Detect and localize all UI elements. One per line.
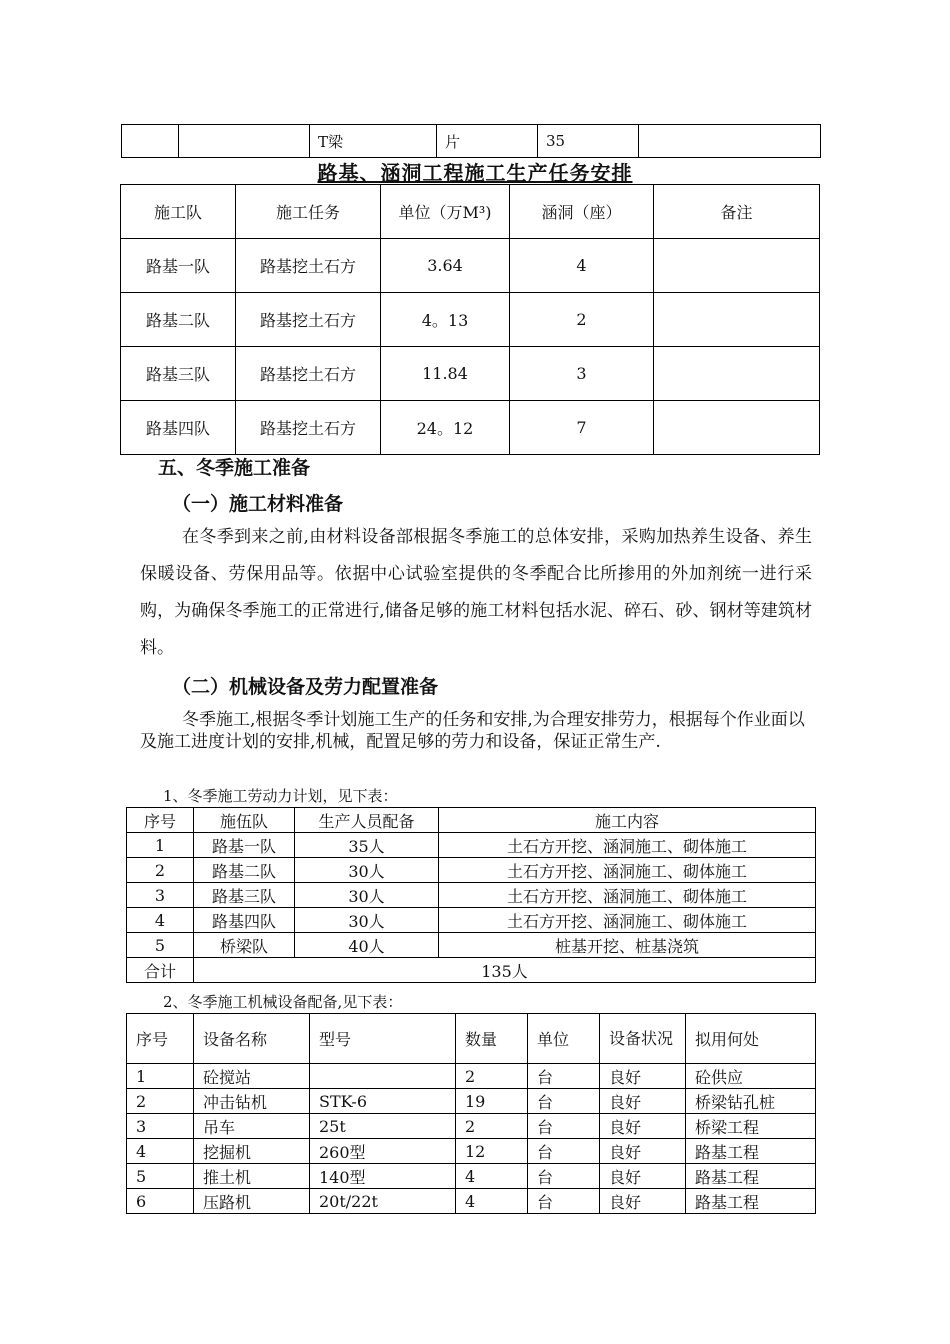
table-cell: 20t/22t bbox=[310, 1189, 456, 1214]
table-cell: 140型 bbox=[310, 1164, 456, 1189]
table-header-cell: 拟用何处 bbox=[686, 1014, 816, 1064]
table-cell: 土石方开挖、涵洞施工、砌体施工 bbox=[439, 858, 816, 883]
table-row bbox=[122, 125, 821, 158]
table-row bbox=[127, 1064, 816, 1089]
table-header-cell: 施工任务 bbox=[236, 185, 381, 239]
table-cell: STK-6 bbox=[310, 1089, 456, 1114]
table-cell: 24。12 bbox=[381, 401, 510, 455]
table-cell: 桩基开挖、桩基浇筑 bbox=[439, 933, 816, 958]
table-cell: 路基二队 bbox=[194, 858, 295, 883]
table-cell: 推土机 bbox=[194, 1164, 310, 1189]
table-cell: 路基一队 bbox=[194, 833, 295, 858]
table-cell: 路基三队 bbox=[121, 347, 236, 401]
table-cell: 台 bbox=[528, 1139, 600, 1164]
table-cell: 6 bbox=[127, 1189, 194, 1214]
table-header-cell: 涵洞（座） bbox=[510, 185, 654, 239]
table-cell: 砼搅站 bbox=[194, 1064, 310, 1089]
table-cell: 1 bbox=[127, 833, 194, 858]
table-cell: 4 bbox=[127, 1139, 194, 1164]
section5-heading: 五、冬季施工准备 bbox=[158, 457, 311, 479]
table-row bbox=[121, 401, 820, 455]
table-cell: 土石方开挖、涵洞施工、砌体施工 bbox=[439, 833, 816, 858]
table-header-cell: 施工队 bbox=[121, 185, 236, 239]
table-cell bbox=[654, 293, 820, 347]
table-cell: 7 bbox=[510, 401, 654, 455]
table-header-cell: 备注 bbox=[654, 185, 820, 239]
table-cell: 土石方开挖、涵洞施工、砌体施工 bbox=[439, 908, 816, 933]
table-cell bbox=[179, 125, 310, 158]
table-header-cell: 序号 bbox=[127, 1014, 194, 1064]
machinery-paragraph: 冬季施工,根据冬季计划施工生产的任务和安排,为合理安排劳力，根据每个作业面以及施工进度计划的安排,机械，配置足够的劳力和设备，保证正常生产. bbox=[140, 710, 805, 752]
table-header-row bbox=[121, 185, 820, 239]
table-cell: 路基四队 bbox=[194, 908, 295, 933]
table-row bbox=[127, 833, 816, 858]
table-header-cell: 序号 bbox=[127, 808, 194, 833]
table-cell bbox=[122, 125, 179, 158]
table-cell: 砼供应 bbox=[686, 1064, 816, 1089]
table-cell: 4。13 bbox=[381, 293, 510, 347]
table-cell: 桥梁队 bbox=[194, 933, 295, 958]
table-cell: 挖掘机 bbox=[194, 1139, 310, 1164]
table-row bbox=[127, 1089, 816, 1114]
table-row bbox=[121, 347, 820, 401]
table-header-cell: 型号 bbox=[310, 1014, 456, 1064]
table-header-row bbox=[127, 1014, 816, 1064]
table-cell: 3.64 bbox=[381, 239, 510, 293]
table-row bbox=[127, 1189, 816, 1214]
table-cell: 路基二队 bbox=[121, 293, 236, 347]
table-row bbox=[127, 908, 816, 933]
table-cell: T梁 bbox=[310, 125, 437, 158]
total-value: 135人 bbox=[194, 958, 816, 983]
table-cell: 3 bbox=[127, 883, 194, 908]
table-header-cell: 生产人员配备 bbox=[295, 808, 439, 833]
table-cell: 台 bbox=[528, 1089, 600, 1114]
table-cell: 路基四队 bbox=[121, 401, 236, 455]
table-cell: 3 bbox=[127, 1114, 194, 1139]
table-cell: 良好 bbox=[600, 1114, 686, 1139]
table-cell: 台 bbox=[528, 1064, 600, 1089]
table-cell: 路基挖土石方 bbox=[236, 293, 381, 347]
table-row bbox=[127, 1164, 816, 1189]
table-cell: 压路机 bbox=[194, 1189, 310, 1214]
table-cell: 30人 bbox=[295, 858, 439, 883]
table-cell: 路基三队 bbox=[194, 883, 295, 908]
table-cell: 2 bbox=[510, 293, 654, 347]
table-cell: 11.84 bbox=[381, 347, 510, 401]
tbeam-table-fragment bbox=[121, 124, 821, 158]
table-cell: 2 bbox=[127, 858, 194, 883]
materials-paragraph: 在冬季到来之前,由材料设备部根据冬季施工的总体安排，采购加热养生设备、养生保暖设备、劳保用品等。依据中心试验室提供的冬季配合比所掺用的外加剂统一进行采购，为确保冬季施工的正常进行,储备足够的施工材料包括水泥、碎石、砂、钢材等建筑材料。 bbox=[140, 527, 812, 658]
table-row bbox=[127, 1114, 816, 1139]
table-cell: 路基工程 bbox=[686, 1189, 816, 1214]
table-cell: 路基挖土石方 bbox=[236, 347, 381, 401]
table-cell: 良好 bbox=[600, 1089, 686, 1114]
table-header-cell: 单位 bbox=[528, 1014, 600, 1064]
labor-plan-table bbox=[126, 807, 816, 983]
table-cell: 4 bbox=[456, 1164, 528, 1189]
table-row bbox=[121, 293, 820, 347]
table-cell: 2 bbox=[127, 1089, 194, 1114]
task-table bbox=[120, 184, 820, 455]
table-cell: 1 bbox=[127, 1064, 194, 1089]
table-cell: 30人 bbox=[295, 908, 439, 933]
table-cell: 吊车 bbox=[194, 1114, 310, 1139]
table-cell: 3 bbox=[510, 347, 654, 401]
table-cell: 30人 bbox=[295, 883, 439, 908]
machinery-heading: （二）机械设备及劳力配置准备 bbox=[172, 676, 439, 698]
table-total-row bbox=[127, 958, 816, 983]
total-label: 合计 bbox=[127, 958, 194, 983]
table-cell: 良好 bbox=[600, 1189, 686, 1214]
table-cell: 35 bbox=[538, 125, 639, 158]
table-cell: 台 bbox=[528, 1189, 600, 1214]
table-cell: 4 bbox=[127, 908, 194, 933]
equipment-table bbox=[126, 1013, 816, 1214]
table-header-cell: 设备名称 bbox=[194, 1014, 310, 1064]
table-cell: 冲击钻机 bbox=[194, 1089, 310, 1114]
table-cell: 台 bbox=[528, 1164, 600, 1189]
table-cell: 路基工程 bbox=[686, 1164, 816, 1189]
table-cell: 12 bbox=[456, 1139, 528, 1164]
table-header-cell: 施工内容 bbox=[439, 808, 816, 833]
table-cell: 良好 bbox=[600, 1164, 686, 1189]
table-cell bbox=[639, 125, 821, 158]
table-cell: 良好 bbox=[600, 1064, 686, 1089]
table-cell: 5 bbox=[127, 933, 194, 958]
table-cell: 良好 bbox=[600, 1139, 686, 1164]
table-row bbox=[127, 883, 816, 908]
table-cell: 19 bbox=[456, 1089, 528, 1114]
table-cell: 4 bbox=[510, 239, 654, 293]
table-cell bbox=[654, 239, 820, 293]
labor-plan-caption: 1、冬季施工劳动力计划，见下表： bbox=[163, 787, 398, 805]
table-cell: 路基挖土石方 bbox=[236, 239, 381, 293]
table-header-cell: 设备状况 bbox=[600, 1014, 686, 1064]
table-cell: 260型 bbox=[310, 1139, 456, 1164]
table-cell: 4 bbox=[456, 1189, 528, 1214]
task-section-title: 路基、涵洞工程施工生产任务安排 bbox=[317, 161, 633, 185]
table-row bbox=[121, 239, 820, 293]
table-cell bbox=[654, 347, 820, 401]
table-row bbox=[127, 933, 816, 958]
table-cell: 片 bbox=[437, 125, 538, 158]
table-row bbox=[127, 858, 816, 883]
equipment-caption: 2、冬季施工机械设备配备,见下表： bbox=[163, 993, 403, 1011]
table-cell: 35人 bbox=[295, 833, 439, 858]
table-cell: 桥梁工程 bbox=[686, 1114, 816, 1139]
table-header-cell: 数量 bbox=[456, 1014, 528, 1064]
table-cell bbox=[310, 1064, 456, 1089]
table-cell: 40人 bbox=[295, 933, 439, 958]
table-header-row bbox=[127, 808, 816, 833]
table-cell: 土石方开挖、涵洞施工、砌体施工 bbox=[439, 883, 816, 908]
materials-heading: （一）施工材料准备 bbox=[172, 493, 344, 515]
table-cell: 2 bbox=[456, 1114, 528, 1139]
table-header-cell: 施伍队 bbox=[194, 808, 295, 833]
table-cell: 路基一队 bbox=[121, 239, 236, 293]
table-cell: 桥梁钻孔桩 bbox=[686, 1089, 816, 1114]
table-cell: 25t bbox=[310, 1114, 456, 1139]
table-row bbox=[127, 1139, 816, 1164]
table-cell: 台 bbox=[528, 1114, 600, 1139]
table-header-cell: 单位（万M³) bbox=[381, 185, 510, 239]
table-cell: 路基挖土石方 bbox=[236, 401, 381, 455]
table-cell: 路基工程 bbox=[686, 1139, 816, 1164]
table-cell: 5 bbox=[127, 1164, 194, 1189]
table-cell: 2 bbox=[456, 1064, 528, 1089]
table-cell bbox=[654, 401, 820, 455]
